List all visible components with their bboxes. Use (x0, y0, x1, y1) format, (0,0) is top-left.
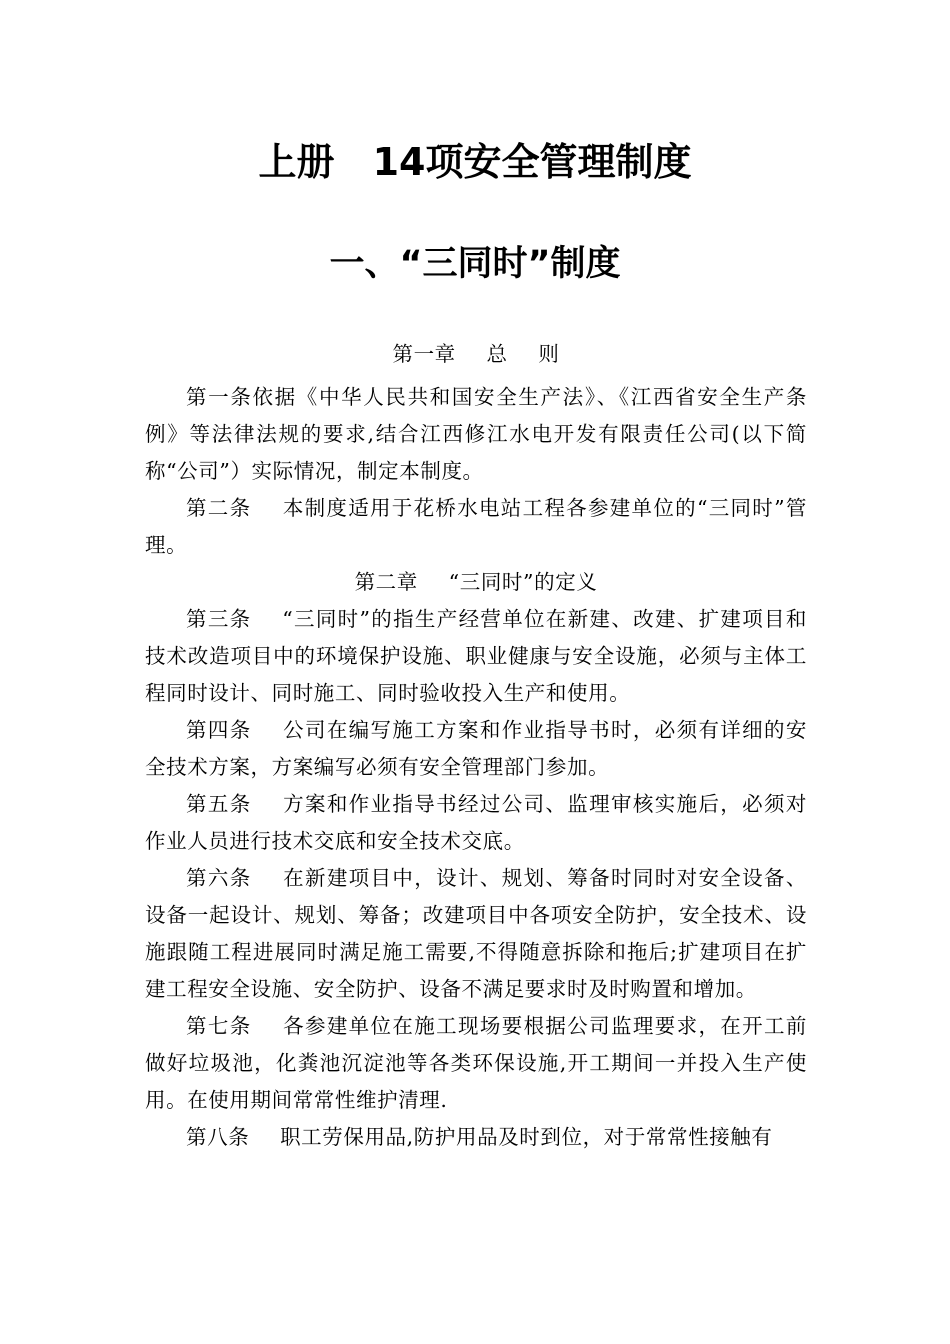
chapter-title-char: 则 (538, 342, 560, 366)
chapter-heading-2 (145, 564, 807, 601)
article-text: 方案和作业指导书经过公司、监理审核实施后，必须对作业人员进行技术交底和安全技术交底。 (145, 792, 807, 853)
chapter-title: “三同时”的定义 (448, 570, 598, 594)
article-text: 职工劳保用品,防护用品及时到位，对于常常性接触有 (280, 1125, 773, 1149)
chapter-number: 第二章 (354, 570, 418, 594)
article-text: 依据《中华人民共和国安全生产法》、《江西省安全生产条例》等法律法规的要求,结合江西修江水电开发有限责任公司(以下简称“公司”）实际情况，制定本制度。 (145, 385, 807, 483)
article-text: 各参建单位在施工现场要根据公司监理要求，在开工前做好垃圾池，化粪池沉淀池等各类环保设施,开工期间一并投入生产使用。在使用期间常常性维护清理. (145, 1014, 807, 1112)
article-4 (145, 712, 807, 786)
article-label: 第四条 (186, 718, 252, 742)
article-1 (145, 379, 807, 490)
article-text: 本制度适用于花桥水电站工程各参建单位的“三同时”管理。 (145, 496, 807, 557)
article-label: 第三条 (186, 607, 252, 631)
article-6 (145, 860, 807, 1008)
article-text: 公司在编写施工方案和作业指导书时，必须有详细的安全技术方案，方案编写必须有安全管理部门参加。 (145, 718, 807, 779)
article-label: 第六条 (186, 866, 252, 890)
article-label: 第五条 (186, 792, 252, 816)
article-3 (145, 601, 807, 712)
chapter-number: 第一章 (392, 342, 456, 366)
title-part-main: 14项安全管理制度 (372, 140, 692, 184)
article-8 (145, 1119, 807, 1156)
document-title (0, 136, 950, 188)
article-label: 第一条 (186, 385, 253, 409)
article-text: “三同时”的指生产经营单位在新建、改建、扩建项目和技术改造项目中的环境保护设施、职业健康与安全设施，必须与主体工程同时设计、同时施工、同时验收投入生产和使用。 (145, 607, 807, 705)
article-5 (145, 786, 807, 860)
chapter-heading-1 (145, 336, 807, 373)
article-label: 第八条 (186, 1125, 250, 1149)
article-label: 第七条 (186, 1014, 252, 1038)
title-part-volume: 上册 (258, 140, 335, 184)
article-2 (145, 490, 807, 564)
section-title: 一、“三同时”制度 (329, 244, 621, 284)
document-body (145, 334, 807, 1156)
article-text: 在新建项目中，设计、规划、筹备时同时对安全设备、设备一起设计、规划、筹备；改建项目中各项安全防护，安全技术、设施跟随工程进展同时满足施工需要,不得随意拆除和拖后;扩建项目在扩建工程安全设施、安全防护、设备不满足要求时及时购置和增加。 (145, 866, 807, 1001)
article-7 (145, 1008, 807, 1119)
chapter-title-char: 总 (486, 342, 508, 366)
article-label: 第二条 (186, 496, 252, 520)
